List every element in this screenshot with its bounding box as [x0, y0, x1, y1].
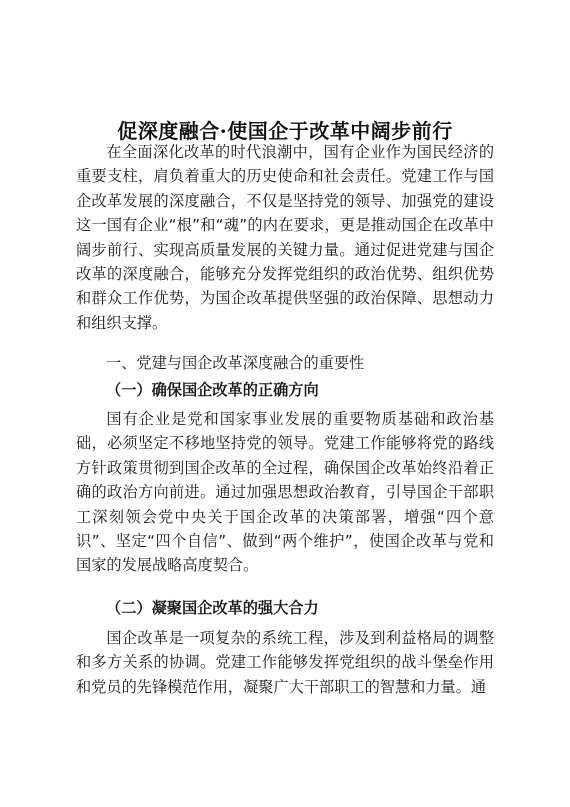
subsection-heading: （二）凝聚国企改革的强大合力	[106, 599, 319, 617]
section-heading: 一、党建与国企改革深度融合的重要性	[106, 354, 365, 372]
subsection-heading: （一）确保国企改革的正确方向	[106, 381, 319, 399]
document-title: 促深度融合·使国企于改革中阔步前行	[117, 119, 453, 144]
intro-paragraph: 在全面深化改革的时代浪潮中，国有企业作为国民经济的重要支柱，肩负着重大的历史使命和社会责任。党建工作与国企改革发展的深度融合，不仅是坚持党的领导、加强党的建设这一国有企业“根”和“魂”的内在要求，更是推动国企在改革中阔步前行、实现高质量发展的关键力量。通过促进党建与国企改革的深度融合，能够充分发挥党组织的政治优势、组织优势和群众工作优势，为国企改革提供坚强的政治保障、思想动力和组织支撑。	[76, 143, 494, 332]
body-paragraph: 国企改革是一项复杂的系统工程，涉及到利益格局的调整和多方关系的协调。党建工作能够发挥党组织的战斗堡垒作用和党员的先锋模范作用，凝聚广大干部职工的智慧和力量。通	[76, 629, 494, 696]
body-paragraph: 国有企业是党和国家事业发展的重要物质基础和政治基础，必须坚定不移地坚持党的领导。党建工作能够将党的路线方针政策贯彻到国企改革的全过程，确保国企改革始终沿着正确的政治方向前进。通过加强思想政治教育，引导国企干部职工深刻领会党中央关于国企改革的决策部署，增强“四个意识”、坚定“四个自信”、做到“两个维护”，使国企改革与党和国家的发展战略高度契合。	[76, 410, 494, 575]
